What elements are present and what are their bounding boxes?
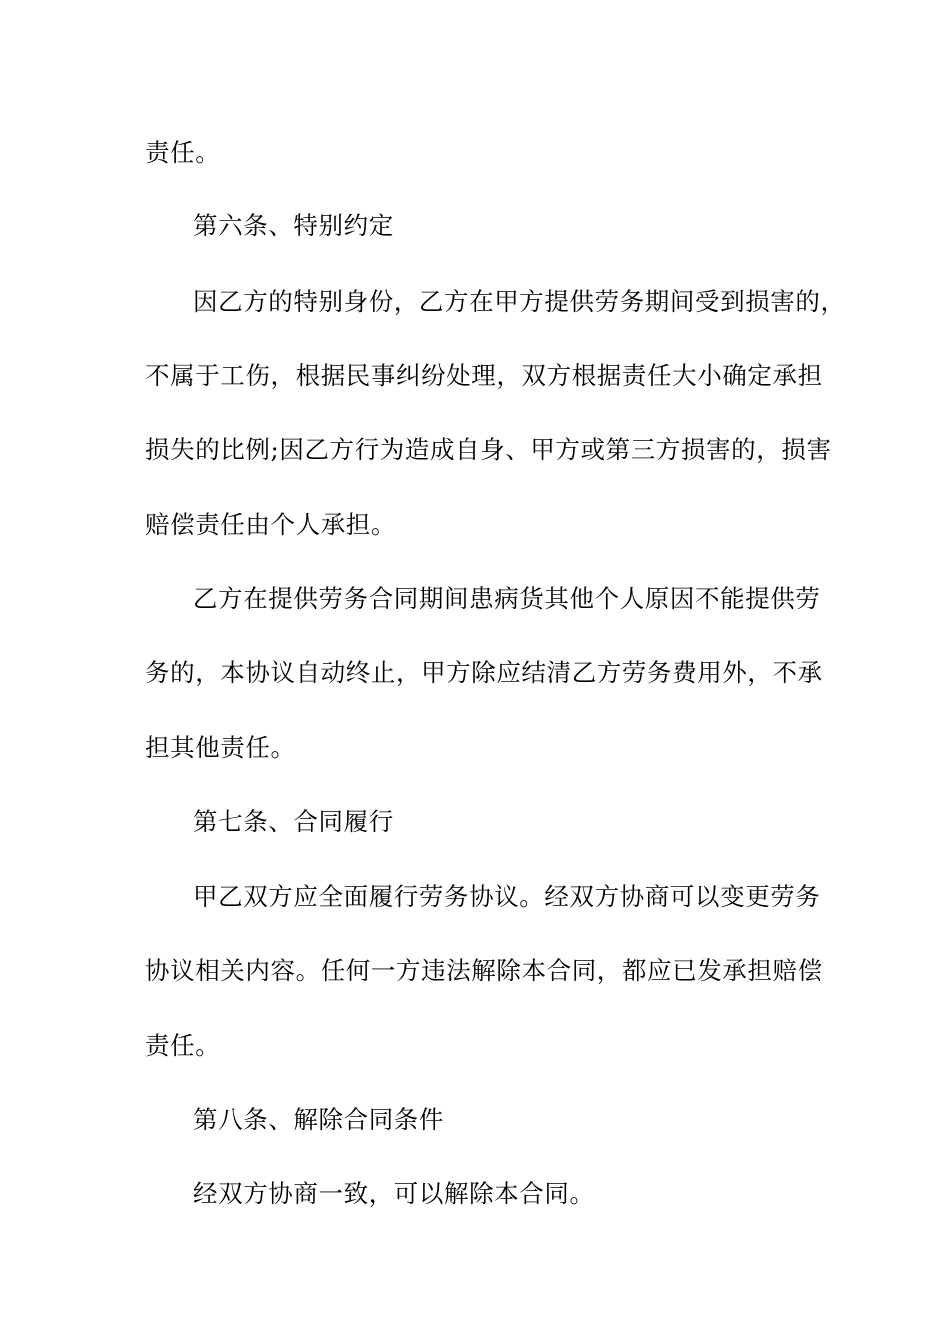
paragraph-line: 经双方协商一致，可以解除本合同。 xyxy=(193,1179,595,1208)
section-heading-7: 第七条、合同履行 xyxy=(193,807,394,836)
paragraph-line: 责任。 xyxy=(145,1031,221,1060)
paragraph-line: 乙方在提供劳务合同期间患病货其他个人原因不能提供劳 xyxy=(193,584,821,613)
paragraph-line: 甲乙双方应全面履行劳务协议。经双方协商可以变更劳务 xyxy=(193,882,821,911)
paragraph-line: 因乙方的特别身份，乙方在甲方提供劳务期间受到损害的， xyxy=(193,287,846,316)
section-heading-8: 第八条、解除合同条件 xyxy=(193,1105,444,1134)
paragraph-line: 责任。 xyxy=(145,138,221,167)
paragraph-line: 不属于工伤，根据民事纠纷处理，双方根据责任大小确定承担 xyxy=(145,361,823,390)
paragraph-line: 赔偿责任由个人承担。 xyxy=(145,510,396,539)
paragraph-line: 协议相关内容。任何一方违法解除本合同，都应已发承担赔偿 xyxy=(145,956,823,985)
paragraph-line: 损失的比例;因乙方行为造成自身、甲方或第三方损害的，损害 xyxy=(145,435,832,464)
paragraph-line: 担其他责任。 xyxy=(145,733,296,762)
paragraph-line: 务的，本协议自动终止，甲方除应结清乙方劳务费用外，不承 xyxy=(145,658,823,687)
section-heading-6: 第六条、特别约定 xyxy=(193,211,394,240)
